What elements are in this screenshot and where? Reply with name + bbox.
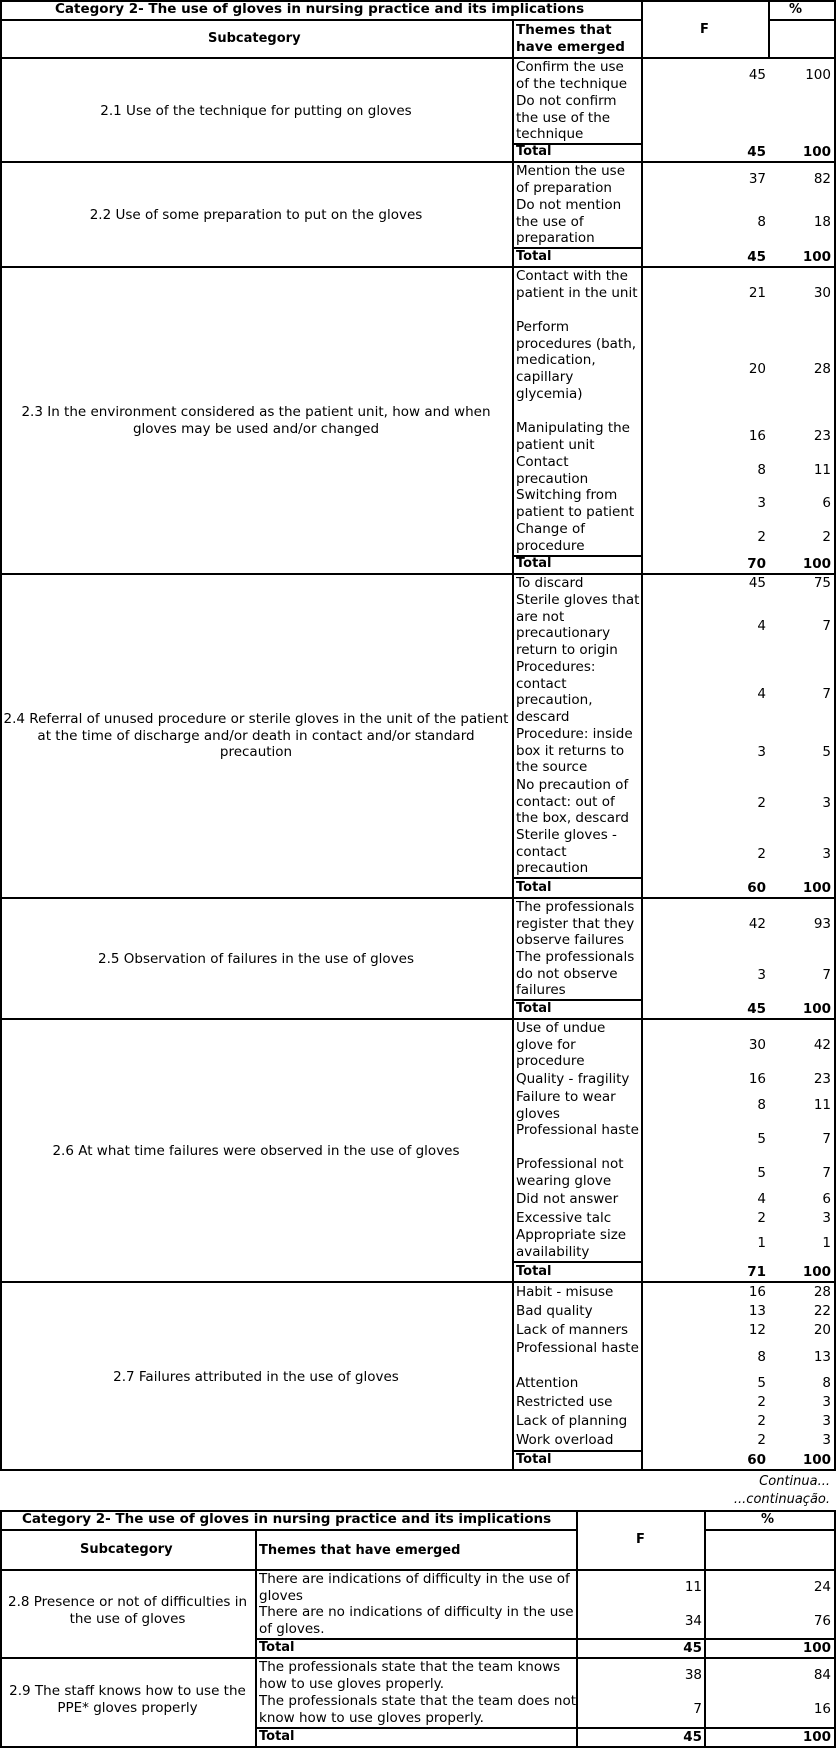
total-label: Total [516,249,552,264]
f-cell: 13 [748,1303,766,1319]
total-f: 45 [683,1729,702,1745]
rule [0,1469,836,1471]
pct-cell: 20 [813,1322,831,1338]
theme-cell: To discard [516,575,584,591]
f-cell: 38 [684,1667,702,1683]
f-cell: 3 [757,495,766,511]
subcategory-2-7: 2.7 Failures attributed in the use of gloves [113,1369,399,1385]
theme-cell: Professional not wearing glove [516,1156,624,1189]
theme-cell: Lack of planning [516,1413,628,1429]
total-pct: 100 [802,249,831,265]
f-cell: 7 [693,1701,702,1717]
f-cell: 37 [748,171,766,187]
pct-cell: 82 [813,171,831,187]
subcategory-2-4: 2.4 Referral of unused procedure or sterile gloves in the unit of the patient at the time of discharge and/or death in contact and/or standard precaution [3,711,509,761]
f-cell: 16 [748,428,766,444]
theme-cell: Attention [516,1375,579,1391]
pct-cell: 3 [822,1210,831,1226]
category-title-2: Category 2- The use of gloves in nursing practice and its implications [22,1511,552,1527]
pct-cell: 3 [822,795,831,811]
pct-cell: 7 [822,967,831,983]
total-pct: 100 [802,1640,831,1656]
total-pct: 100 [802,144,831,160]
header-f: F [700,22,709,37]
subcategory-2-8: 2.8 Presence or not of difficulties in the use of gloves [7,1594,248,1627]
theme-cell: Confirm the use of the technique [516,59,628,92]
pct-cell: 6 [822,1191,831,1207]
header-subcategory-2: Subcategory [80,1542,173,1557]
total-label: Total [516,556,552,571]
theme-cell: Use of undue glove for procedure [516,1020,606,1070]
continued-note: Continua... [759,1474,830,1489]
header-f-2: F [636,1532,645,1547]
subcategory-2-6: 2.6 At what time failures were observed in the use of gloves [52,1143,460,1159]
f-cell: 5 [757,1165,766,1181]
f-cell: 4 [757,618,766,634]
total-label: Total [516,1001,552,1016]
pct-cell: 3 [822,1394,831,1410]
theme-cell: Quality - fragility [516,1071,630,1087]
total-f: 45 [747,144,766,160]
f-cell: 16 [748,1284,766,1300]
total-label: Total [259,1640,295,1655]
f-cell: 4 [757,1191,766,1207]
theme-cell: Switching from patient to patient [516,487,635,520]
subcategory-2-3: 2.3 In the environment considered as the patient unit, how and when gloves may be used and/or changed [21,404,491,437]
total-f: 45 [683,1640,702,1656]
f-cell: 45 [748,67,766,83]
pct-cell: 5 [822,744,831,760]
rule [0,19,643,21]
pct-cell: 8 [822,1375,831,1391]
total-label: Total [516,880,552,895]
theme-cell: Work overload [516,1432,614,1448]
header-pct: % [789,2,803,17]
rule [0,1529,578,1531]
theme-cell: Do not confirm the use of the technique [516,93,617,143]
theme-cell: Professional haste [516,1122,639,1138]
f-cell: 5 [757,1375,766,1391]
theme-cell: Change of procedure [516,521,585,554]
theme-cell: There are indications of difficulty in the use of gloves [259,1571,570,1604]
pct-cell: 7 [822,686,831,702]
f-cell: 2 [757,846,766,862]
f-cell: 2 [757,1432,766,1448]
pct-cell: 1 [822,1235,831,1251]
theme-cell: Professional haste [516,1340,639,1356]
total-f: 45 [747,249,766,265]
theme-cell: The professionals state that the team does not know how to use gloves properly. [259,1693,577,1726]
pct-cell: 16 [813,1701,831,1717]
theme-cell: Contact precaution [516,454,589,487]
subcategory-2-2: 2.2 Use of some preparation to put on the gloves [89,207,423,223]
theme-cell: No precaution of contact: out of the box, descard [516,777,629,827]
pct-cell: 2 [822,529,831,545]
subcategory-2-9: 2.9 The staff knows how to use the PPE* gloves properly [9,1683,246,1716]
pct-cell: 23 [813,428,831,444]
f-cell: 3 [757,967,766,983]
f-cell: 2 [757,1413,766,1429]
f-cell: 2 [757,529,766,545]
pct-cell: 24 [813,1579,831,1595]
pct-cell: 76 [813,1613,831,1629]
f-cell: 2 [757,1394,766,1410]
pct-cell: 30 [813,285,831,301]
rule [512,19,514,1470]
pct-cell: 11 [813,1097,831,1113]
pct-cell: 7 [822,1165,831,1181]
pct-cell: 3 [822,1432,831,1448]
f-cell: 16 [748,1071,766,1087]
theme-cell: Excessive talc [516,1210,612,1226]
theme-cell: Restricted use [516,1394,613,1410]
pct-cell: 18 [813,214,831,230]
rule [704,1529,836,1531]
header-themes: Themes that have emerged [516,22,625,55]
pct-cell: 3 [822,846,831,862]
total-f: 60 [747,880,766,896]
f-cell: 30 [748,1037,766,1053]
theme-cell: Lack of manners [516,1322,629,1338]
total-f: 60 [747,1452,766,1468]
theme-cell: The professionals do not observe failures [516,949,635,999]
total-pct: 100 [802,1729,831,1745]
pct-cell: 28 [813,1284,831,1300]
f-cell: 34 [684,1613,702,1629]
theme-cell: Sterile gloves - contact precaution [516,827,617,877]
f-cell: 5 [757,1131,766,1147]
theme-cell: Habit - misuse [516,1284,614,1300]
total-pct: 100 [802,556,831,572]
total-pct: 100 [802,1264,831,1280]
f-cell: 21 [748,285,766,301]
total-label: Total [516,1264,552,1279]
f-cell: 42 [748,916,766,932]
pct-cell: 93 [813,916,831,932]
f-cell: 20 [748,361,766,377]
theme-cell: Procedure: inside box it returns to the source [516,726,633,776]
continuation-note: ...continuação. [733,1492,830,1507]
pct-cell: 100 [805,67,831,83]
f-cell: 4 [757,686,766,702]
f-cell: 1 [757,1235,766,1251]
theme-cell: Perform procedures (bath, medication, capillary glycemia) [516,319,637,402]
pct-cell: 28 [813,361,831,377]
theme-cell: Do not mention the use of preparation [516,197,622,247]
f-cell: 11 [684,1579,702,1595]
total-f: 71 [747,1264,766,1280]
pct-cell: 84 [813,1667,831,1683]
theme-cell: Mention the use of preparation [516,163,626,196]
theme-cell: Procedures: contact precaution, descard [516,659,596,726]
rule [0,266,836,268]
f-cell: 2 [757,795,766,811]
header-pct-2: % [761,1512,775,1527]
theme-cell: The professionals register that they observe failures [516,899,635,949]
f-cell: 8 [757,1097,766,1113]
pct-cell: 75 [813,575,831,591]
header-themes-2: Themes that have emerged [259,1543,461,1558]
pct-cell: 23 [813,1071,831,1087]
theme-cell: Did not answer [516,1191,619,1207]
total-label: Total [516,1452,552,1467]
theme-cell: Bad quality [516,1303,593,1319]
theme-cell: Failure to wear gloves [516,1089,616,1122]
f-cell: 12 [748,1322,766,1338]
theme-cell: Contact with the patient in the unit [516,268,638,301]
header-subcategory: Subcategory [208,31,301,46]
f-cell: 45 [748,575,766,591]
rule [0,1281,836,1283]
pct-cell: 3 [822,1413,831,1429]
f-cell: 8 [757,1349,766,1365]
f-cell: 8 [757,462,766,478]
theme-cell: The professionals state that the team knows how to use gloves properly. [259,1659,561,1692]
pct-cell: 7 [822,618,831,634]
rule [768,0,770,58]
total-pct: 100 [802,880,831,896]
theme-cell: There are no indications of difficulty in the use of gloves. [259,1604,574,1637]
theme-cell: Sterile gloves that are not precautionary return to origin [516,592,640,659]
rule [512,1261,643,1263]
category-title: Category 2- The use of gloves in nursing practice and its implications [55,1,585,17]
rule [512,877,643,879]
f-cell: 8 [757,214,766,230]
theme-cell: Appropriate size availability [516,1227,627,1260]
rule [0,897,836,899]
pct-cell: 42 [813,1037,831,1053]
rule [0,1018,836,1020]
pct-cell: 11 [813,462,831,478]
rule [0,161,836,163]
pct-cell: 22 [813,1303,831,1319]
rule [768,19,836,21]
total-label: Total [259,1729,295,1744]
rule [0,57,836,59]
theme-cell: Manipulating the patient unit [516,420,630,453]
total-pct: 100 [802,1001,831,1017]
pct-cell: 7 [822,1131,831,1147]
total-pct: 100 [802,1452,831,1468]
total-f: 45 [747,1001,766,1017]
pct-cell: 6 [822,495,831,511]
subcategory-2-5: 2.5 Observation of failures in the use of gloves [98,951,414,967]
f-cell: 3 [757,744,766,760]
pct-cell: 13 [813,1349,831,1365]
subcategory-2-1: 2.1 Use of the technique for putting on gloves [100,103,412,119]
f-cell: 2 [757,1210,766,1226]
total-f: 70 [747,556,766,572]
total-label: Total [516,144,552,159]
